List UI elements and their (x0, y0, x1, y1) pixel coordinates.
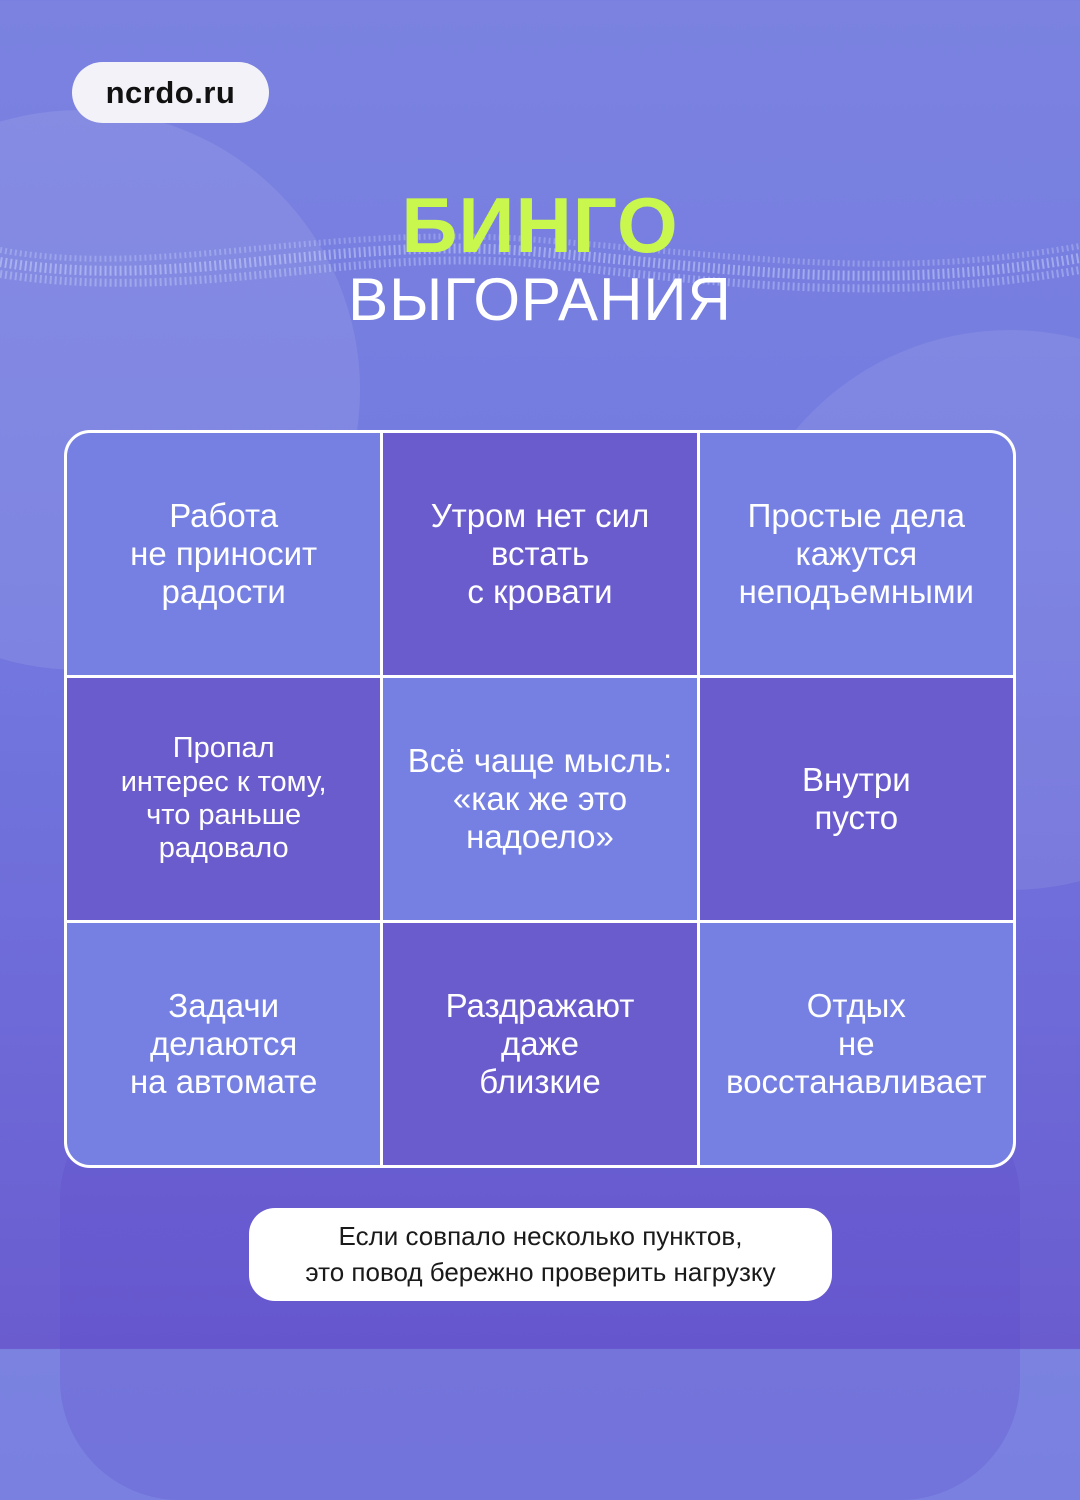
bingo-cell[interactable]: Внутри пусто (700, 678, 1013, 920)
bingo-cell[interactable]: Пропал интерес к тому, что раньше радовало (67, 678, 380, 920)
bingo-cell[interactable]: Всё чаще мысль: «как же это надоело» (383, 678, 696, 920)
bingo-cell[interactable]: Отдых не восстанавливает (700, 923, 1013, 1165)
title-burnout: ВЫГОРАНИЯ (348, 266, 732, 333)
bingo-board (64, 430, 1016, 1168)
footer-note: Если совпало несколько пунктов, это повод бережно проверить нагрузку (249, 1208, 832, 1301)
bingo-cell[interactable]: Утром нет сил встать с кровати (383, 433, 696, 675)
title-bingo: БИНГО (401, 181, 679, 269)
bingo-cell[interactable]: Простые дела кажутся неподъемными (700, 433, 1013, 675)
bingo-cell[interactable]: Задачи делаются на автомате (67, 923, 380, 1165)
bingo-cell[interactable]: Раздражают даже близкие (383, 923, 696, 1165)
site-badge[interactable]: ncrdo.ru (72, 62, 269, 123)
bingo-cell[interactable]: Работа не приносит радости (67, 433, 380, 675)
